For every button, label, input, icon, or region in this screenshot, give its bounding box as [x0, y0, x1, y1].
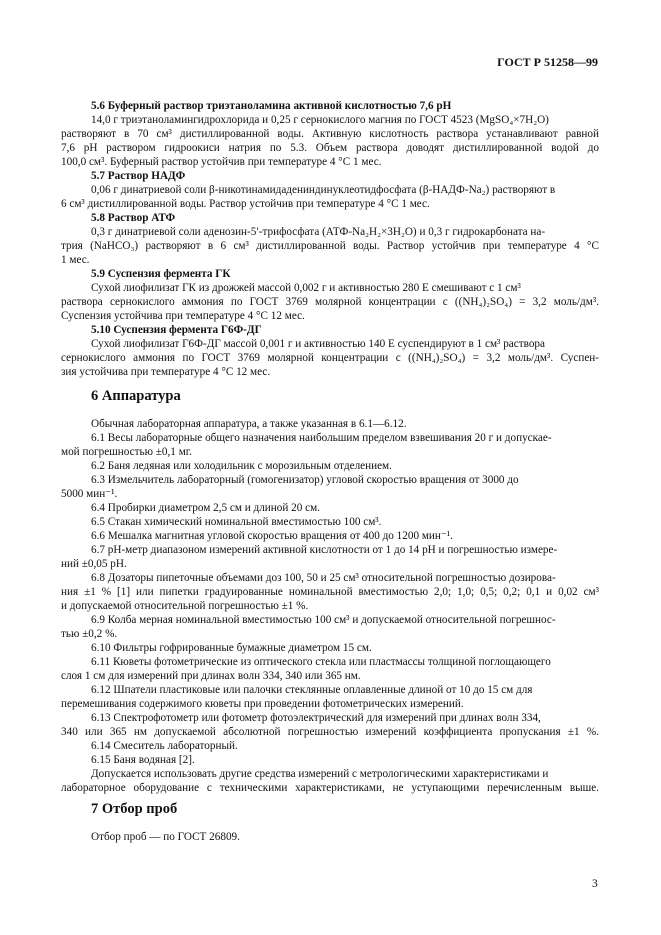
- text-line: 100,0 см³. Буферный раствор устойчив при температуре 4 °С 1 мес.: [61, 156, 382, 168]
- text-line: 7,6 pH раствором гидроокиси натрия по 5.3. Объем раствора доводят дистиллированной водой до: [61, 142, 599, 154]
- section-heading-apparatus: 6 Аппаратура: [91, 388, 181, 404]
- text-line: 0,3 г динатриевой соли аденозин-5′-трифосфата (АТФ-Na₂H₂×3H₂O) и 0,3 г гидрокарбоната на-: [91, 226, 546, 238]
- text-line: 6 см³ дистиллированной воды. Раствор устойчив при температуре 4 °С 1 мес.: [61, 198, 430, 210]
- text-line: ния ±1 % [1] или пипетки градуированные номинальной вместимостью 2,0; 1,0; 0,5; 0,2; 0,1 и 0,02 см³: [61, 586, 599, 598]
- text-line: 6.9 Колба мерная номинальной вместимостью 100 см³ и допускаемой относительной погрешнос-: [91, 614, 556, 626]
- text-line: 14,0 г триэтаноламингидрохлорида и 0,25 г сернокислого магния по ГОСТ 4523 (MgSO₄×7H₂O): [91, 114, 549, 126]
- text-line: лабораторное оборудование с техническими характеристиками, не уступающими перечисленным выше.: [61, 782, 599, 794]
- text-line: 6.7 pH-метр диапазоном измерений активной кислотности от 1 до 14 pH и погрешностью измере-: [91, 544, 558, 556]
- text-line: 6.15 Баня водяная [2].: [91, 754, 195, 766]
- text-line: 6.14 Смеситель лабораторный.: [91, 740, 238, 752]
- subsection-heading: 5.10 Суспензия фермента Г6Ф-ДГ: [91, 324, 262, 336]
- text-line: 5000 мин⁻¹.: [61, 488, 118, 500]
- page-number: 3: [592, 878, 598, 890]
- text-line: раствора сернокислого аммония по ГОСТ 3769 молярной концентрации c ((NH₄)₂SO₄) = 3,2 моль/дм³.: [61, 296, 599, 308]
- text-line: и допускаемой относительной погрешностью ±1 %.: [61, 600, 309, 612]
- text-line: 6.10 Фильтры гофрированные бумажные диаметром 15 см.: [91, 642, 372, 654]
- text-line: ний ±0,05 pH.: [61, 558, 127, 570]
- text-line: Суспензия устойчива при температуре 4 °С 12 мес.: [61, 310, 305, 322]
- text-line: 6.2 Баня ледяная или холодильник с морозильным отделением.: [91, 460, 392, 472]
- text-line: Допускается использовать другие средства измерений с метрологическими характеристиками и: [91, 768, 549, 780]
- text-line: тью ±0,2 %.: [61, 628, 118, 640]
- text-line: 6.1 Весы лабораторные общего назначения наибольшим пределом взвешивания 20 г и допускае-: [91, 432, 552, 444]
- text-line: Сухой лиофилизат Г6Ф-ДГ массой 0,001 г и активностью 140 Е суспендируют в 1 см³ раствора: [91, 338, 545, 350]
- subsection-heading: 5.7 Раствор НАДФ: [91, 170, 186, 182]
- text-line: 6.12 Шпатели пластиковые или палочки стеклянные оплавленные длиной от 10 до 15 см для: [91, 684, 533, 696]
- document-header: ГОСТ Р 51258—99: [497, 55, 598, 69]
- text-line: перемешивания содержимого кюветы при проведении фотометрических измерений.: [61, 698, 464, 710]
- subsection-heading: 5.8 Раствор АТФ: [91, 212, 176, 224]
- text-line: слоя 1 см для измерений при длинах волн 334, 340 или 365 нм.: [61, 670, 361, 682]
- text-line: 6.3 Измельчитель лабораторный (гомогенизатор) угловой скоростью вращения от 3000 до: [91, 474, 519, 486]
- text-line: 6.6 Мешалка магнитная угловой скоростью вращения от 400 до 1200 мин⁻¹.: [91, 530, 453, 542]
- text-line: сернокислого аммония по ГОСТ 3769 молярной концентрации c ((NH₄)₂SO₄) = 3,2 моль/дм³. Суспен-: [61, 352, 599, 364]
- text-line: зия устойчива при температуре 4 °С 12 мес.: [61, 366, 271, 378]
- text-line: трия (NaHCO₃) растворяют в 6 см³ дистиллированной воды. Раствор устойчив при температуре 4 °С: [61, 240, 599, 252]
- text-line: растворяют в 70 см³ дистиллированной воды. Активную кислотность раствора устанавливают равной: [61, 128, 599, 140]
- text-line: 6.11 Кюветы фотометрические из оптического стекла или пластмассы толщиной поглощающего: [91, 656, 551, 668]
- subsection-heading: 5.6 Буферный раствор триэтаноламина активной кислотностью 7,6 pH: [91, 100, 452, 112]
- text-line: Сухой лиофилизат ГК из дрожжей массой 0,002 г и активностью 280 Е смешивают с 1 см³: [91, 282, 521, 294]
- section-heading-sampling: 7 Отбор проб: [91, 801, 178, 817]
- text-line: Отбор проб — по ГОСТ 26809.: [91, 831, 240, 843]
- text-line: мой погрешностью ±0,1 мг.: [61, 446, 192, 458]
- text-line: 6.4 Пробирки диаметром 2,5 см и длиной 20 см.: [91, 502, 320, 514]
- text-line: 6.8 Дозаторы пипеточные объемами доз 100, 50 и 25 см³ относительной погрешностью дозирова-: [91, 572, 556, 584]
- subsection-heading: 5.9 Суспензия фермента ГК: [91, 268, 231, 280]
- text-line: 340 или 365 нм допускаемой абсолютной погрешностью измерений коэффициента пропускания ±1 %.: [61, 726, 599, 738]
- text-line: Обычная лабораторная аппаратура, а также указанная в 6.1—6.12.: [91, 418, 407, 430]
- text-line: 1 мес.: [61, 254, 90, 266]
- text-line: 6.5 Стакан химический номинальной вместимостью 100 см³.: [91, 516, 382, 528]
- text-line: 6.13 Спектрофотометр или фотометр фотоэлектрический для измерений при длинах волн 334,: [91, 712, 541, 724]
- text-line: 0,06 г динатриевой соли β-никотинамидадениндинуклеотидфосфата (β-НАДФ-Na₂) растворяют в: [91, 184, 556, 196]
